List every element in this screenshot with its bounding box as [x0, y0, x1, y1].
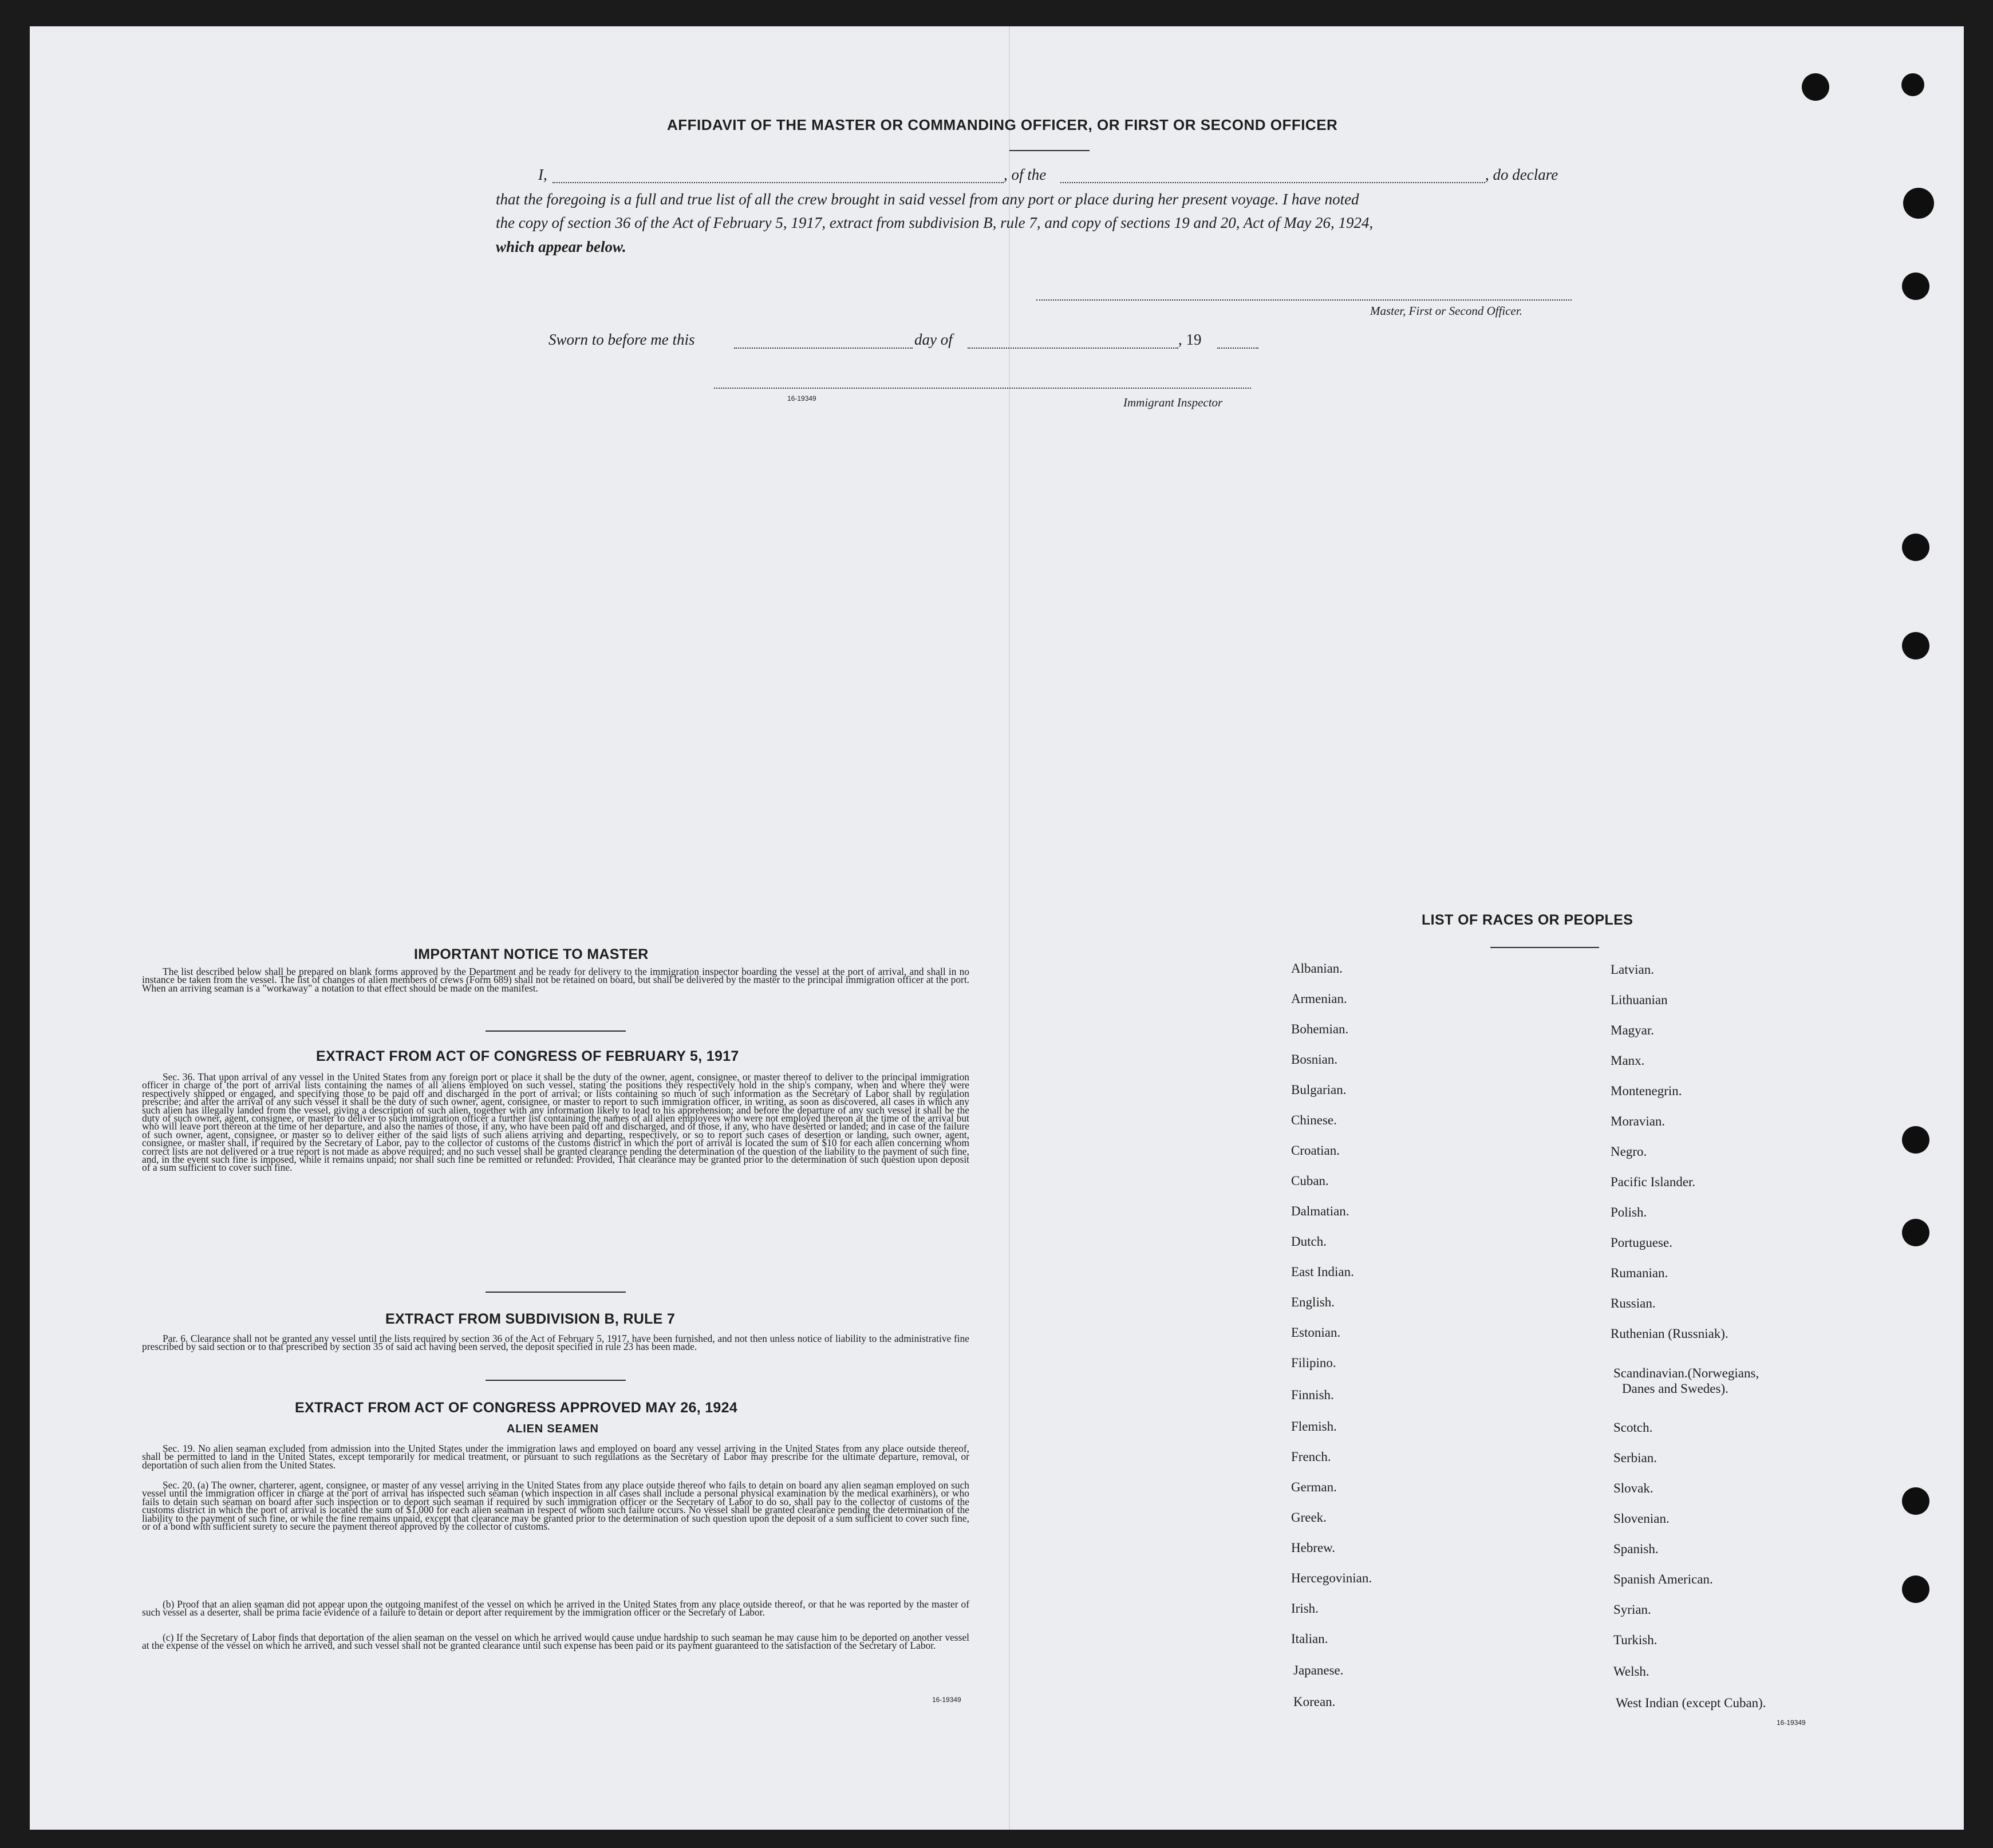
race-item: Hebrew. — [1291, 1541, 1336, 1555]
sworn-year-blank[interactable] — [1217, 348, 1258, 349]
race-item: Portuguese. — [1611, 1235, 1672, 1250]
race-item: Greek. — [1291, 1510, 1327, 1525]
races-title-underline — [1490, 947, 1599, 948]
race-item: Filipino. — [1291, 1356, 1336, 1370]
title-underline — [1009, 150, 1090, 151]
punch-hole — [1903, 188, 1934, 219]
sworn-date-blank[interactable] — [734, 348, 913, 349]
section-divider — [486, 1030, 626, 1032]
races-title: LIST OF RACES OR PEOPLES — [1422, 912, 1633, 928]
section-divider — [486, 1292, 626, 1293]
sworn-label: Sworn to before me this — [548, 331, 695, 348]
signature-blank[interactable] — [1036, 299, 1572, 301]
sec-20c-text: (c) If the Secretary of Labor finds that deportation of the alien seaman on the vessel on which he arrived would cause undue hardship to such seaman he may cause him to be deported on another vessel at the expense of the vessel on which he arrived, and such vessel shall not be granted clearance until such expense has been paid or its payment guaranteed to the satisfaction of the Secretary of Labor. — [142, 1632, 969, 1652]
extract-1917-text: Sec. 36. That upon arrival of any vessel in the United States from any foreign port or place it shall be the duty of the owner, agent, consignee, or master thereof to deliver to the principal immigration officer in charge of the port of arrival lists containing the names of all aliens employed on such vessel, stating the positions they respectively hold in the ship's company, when and where they were respectively shipped or engaged, and specifying those to be paid off and discharged in the port of arrival; or lists containing so much of such information as the Secretary of Labor shall by regulation prescribe; and after the arrival of any such vessel it shall be the duty of such owner, agent, consignee, or master to report to such immigration officer, in writing, as soon as discovered, all cases in which any such alien has illegally landed from the vessel, giving a description of such alien, together with any information likely to lead to his apprehension; and before the departure of any such vessel it shall be the duty of such owner, agent, consignee, or master to deliver to such immigration officer a further list containing the names of all alien employees who were not employed thereon at the time of the arrival but who will leave port thereon at the time of her departure, and also the names of those, if any, who have been paid off and discharged, and of those, if any, who have deserted or landed; and in case of the failure of such owner, agent, consignee, or master so to deliver either of the said lists of such aliens arriving and departing, respectively, or so to report such cases of desertion or landing, such owner, agent, consignee, or master shall, if required by the Secretary of Labor, pay to the collector of customs of the customs district in which the port of arrival is located the sum of $10 for each alien concerning whom correct lists are not delivered or a true report is not made as above required; and no such vessel shall be granted clearance pending the determination of the question of the liability to the payment of such fine, and, in the event such fine is imposed, while it remains unpaid; nor shall such fine be remitted or refunded: Provided, That clearance may be granted prior to the determination of such question upon deposit of a sum sufficient to cover such fine. — [142, 1071, 969, 1174]
race-item: Dalmatian. — [1291, 1204, 1349, 1218]
affidavit-declaration-line — [538, 166, 547, 184]
affidavit-body-line-2: the copy of section 36 of the Act of February 5, 1917, extract from subdivision B, rule 7, and copy of sections 19 and 20, Act of May 26, 1924, — [496, 214, 1374, 231]
punch-hole — [1802, 73, 1829, 101]
race-item: Croatian. — [1291, 1143, 1340, 1158]
race-item: Magyar. — [1611, 1023, 1655, 1037]
punch-hole — [1902, 1126, 1929, 1154]
form-sheet — [30, 26, 1964, 1830]
section-divider — [486, 1380, 626, 1381]
race-item: Scandinavian.(Norwegians, — [1613, 1366, 1759, 1380]
punch-hole — [1902, 1575, 1929, 1603]
race-item: Russian. — [1611, 1296, 1656, 1310]
race-item: Cuban. — [1291, 1174, 1329, 1188]
extract-rule7-title: EXTRACT FROM SUBDIVISION B, RULE 7 — [385, 1311, 676, 1327]
race-item: Finnish. — [1291, 1388, 1334, 1402]
sec-20a-text: Sec. 20. (a) The owner, charterer, agent, consignee, or master of any vessel arriving in the United States from any place outside thereof who fails to detain on board any alien seaman employed on such vessel until the immigration officer in charge at the port of arrival has inspected such seaman (which inspection in all cases shall include a personal physical examination by the medical examiners), or who fails to detain such seaman on board after such inspection or to deport such seaman if required by such immigration officer or the Secretary of Labor to do so, shall pay to the collector of customs of the customs district in which the port of arrival is located the sum of $1,000 for each alien seaman in respect of whom such failure occurs. No vessel shall be granted clearance pending the determination of the liability to the payment of such fine, or while the fine remains unpaid, except that clearance may be granted prior to the determination of such question upon the deposit of a sum sufficient to cover such fine, or of a bond with sufficient surety to secure the payment thereof approved by the collector of customs. — [142, 1479, 969, 1533]
race-item: Turkish. — [1613, 1633, 1657, 1647]
race-item: Danes and Swedes). — [1622, 1381, 1728, 1396]
punch-hole — [1902, 273, 1929, 300]
race-item: Spanish. — [1613, 1542, 1659, 1556]
race-item: Scotch. — [1613, 1420, 1653, 1435]
punch-hole — [1902, 1219, 1929, 1246]
inspector-label: Immigrant Inspector — [1123, 396, 1223, 409]
affidavit-form-number: 16-19349 — [787, 394, 816, 402]
race-item: Korean. — [1293, 1695, 1336, 1709]
race-item: Bulgarian. — [1291, 1083, 1347, 1097]
race-item: Armenian. — [1291, 992, 1347, 1006]
extract-1917-title: EXTRACT FROM ACT OF CONGRESS OF FEBRUARY 5, 1917 — [316, 1048, 739, 1064]
extract-1924-title: EXTRACT FROM ACT OF CONGRESS APPROVED MAY 26, 1924 — [295, 1400, 738, 1416]
sworn-year-label: , 19 — [1178, 331, 1202, 348]
race-item: Spanish American. — [1613, 1572, 1713, 1586]
vessel-blank[interactable] — [1060, 182, 1485, 183]
name-blank[interactable] — [552, 182, 1004, 183]
race-item: Ruthenian (Russniak). — [1611, 1326, 1728, 1341]
alien-seamen-subtitle: ALIEN SEAMEN — [507, 1423, 599, 1435]
race-item: East Indian. — [1291, 1265, 1354, 1279]
affidavit-body-line-3: which appear below. — [496, 238, 626, 255]
page-fold — [1009, 26, 1010, 1830]
notice-title: IMPORTANT NOTICE TO MASTER — [414, 946, 649, 962]
race-item: Lithuanian — [1611, 993, 1668, 1007]
races-form-number: 16-19349 — [1777, 1719, 1806, 1727]
race-item: Flemish. — [1291, 1419, 1337, 1434]
race-item: Serbian. — [1613, 1451, 1657, 1465]
sworn-month-blank[interactable] — [968, 348, 1178, 349]
race-item: French. — [1291, 1450, 1331, 1464]
sec-20b-text: (b) Proof that an alien seaman did not appear upon the outgoing manifest of the vessel on which he arrived in the United States from any place outside thereof, or that he was reported by the master of such vessel as a deserter, shall be prima facie evidence of a failure to detain or deport after requirement by the immigration officer or the Secretary of Labor. — [142, 1598, 969, 1618]
inspector-signature-blank[interactable] — [714, 388, 1251, 389]
race-item: English. — [1291, 1295, 1335, 1309]
race-item: Syrian. — [1613, 1602, 1651, 1617]
race-item: Pacific Islander. — [1611, 1175, 1696, 1189]
extract-rule7-text: Par. 6. Clearance shall not be granted any vessel until the lists required by section 36 of the Act of February 5, 1917, have been furnished, and not then unless notice of liability to the administrative fine prescribed by said section or to that prescribed by section 35 of said act having been served, the deposit specified in rule 23 has been made. — [142, 1333, 969, 1353]
race-item: German. — [1291, 1480, 1337, 1494]
race-item: Rumanian. — [1611, 1266, 1668, 1280]
affidavit-declare-label: , do declare — [1485, 166, 1558, 183]
race-item: Slovenian. — [1613, 1511, 1670, 1526]
race-item: Dutch. — [1291, 1234, 1327, 1249]
extract-form-number: 16-19349 — [932, 1696, 961, 1704]
race-item: Welsh. — [1613, 1664, 1649, 1679]
race-item: Chinese. — [1291, 1113, 1337, 1127]
sworn-day-label: day of — [914, 331, 953, 348]
race-item: Negro. — [1611, 1144, 1647, 1159]
affidavit-title: AFFIDAVIT OF THE MASTER OR COMMANDING OFFICER, OR FIRST OR SECOND OFFICER — [667, 116, 1338, 133]
race-item: Hercegovinian. — [1291, 1571, 1372, 1585]
race-item: Japanese. — [1293, 1663, 1344, 1677]
race-item: Estonian. — [1291, 1325, 1341, 1340]
race-item: Irish. — [1291, 1601, 1319, 1616]
affidavit-vessel-label: , of the — [1004, 166, 1047, 183]
race-item: Bohemian. — [1291, 1022, 1349, 1036]
sec-19-text: Sec. 19. No alien seaman excluded from admission into the United States under the immigration laws and employed on board any vessel arriving in the United States from any place outside thereof, shall be permitted to land in the United States, except temporarily for medical treatment, or pursuant to such regulations as the Secretary of Labor may prescribe for the ultimate departure, removal, or deportation of such alien from the United States. — [142, 1443, 969, 1471]
race-item: Moravian. — [1611, 1114, 1666, 1128]
race-item: Polish. — [1611, 1205, 1647, 1219]
notice-text: The list described below shall be prepared on blank forms approved by the Department and be ready for delivery to the immigration inspector boarding the vessel at the port of arrival, and shall in no instance be taken from the vessel. The list of changes of alien members of crews (Form 689) shall not be retained on board, but shall be delivered by the master to the principal immigration officer at the port. When an arriving seaman is a "workaway" a notation to that effect should be made on the manifest. — [142, 966, 969, 994]
race-item: Latvian. — [1611, 962, 1654, 977]
punch-hole — [1902, 632, 1929, 660]
race-item: Manx. — [1611, 1053, 1645, 1068]
affidavit-body-line-1: that the foregoing is a full and true list of all the crew brought in said vessel from any port or place during her present voyage. I have noted — [496, 191, 1359, 208]
race-item: Montenegrin. — [1611, 1084, 1682, 1098]
punch-hole — [1902, 1487, 1929, 1515]
race-item: Albanian. — [1291, 961, 1343, 976]
declaration-start: I, — [538, 166, 547, 183]
race-item: Italian. — [1291, 1632, 1328, 1646]
race-item: West Indian (except Cuban). — [1616, 1696, 1766, 1710]
signature-label: Master, First or Second Officer. — [1370, 304, 1522, 318]
race-item: Slovak. — [1613, 1481, 1653, 1495]
race-item: Bosnian. — [1291, 1052, 1338, 1067]
punch-hole — [1901, 73, 1924, 96]
punch-hole — [1902, 534, 1929, 561]
